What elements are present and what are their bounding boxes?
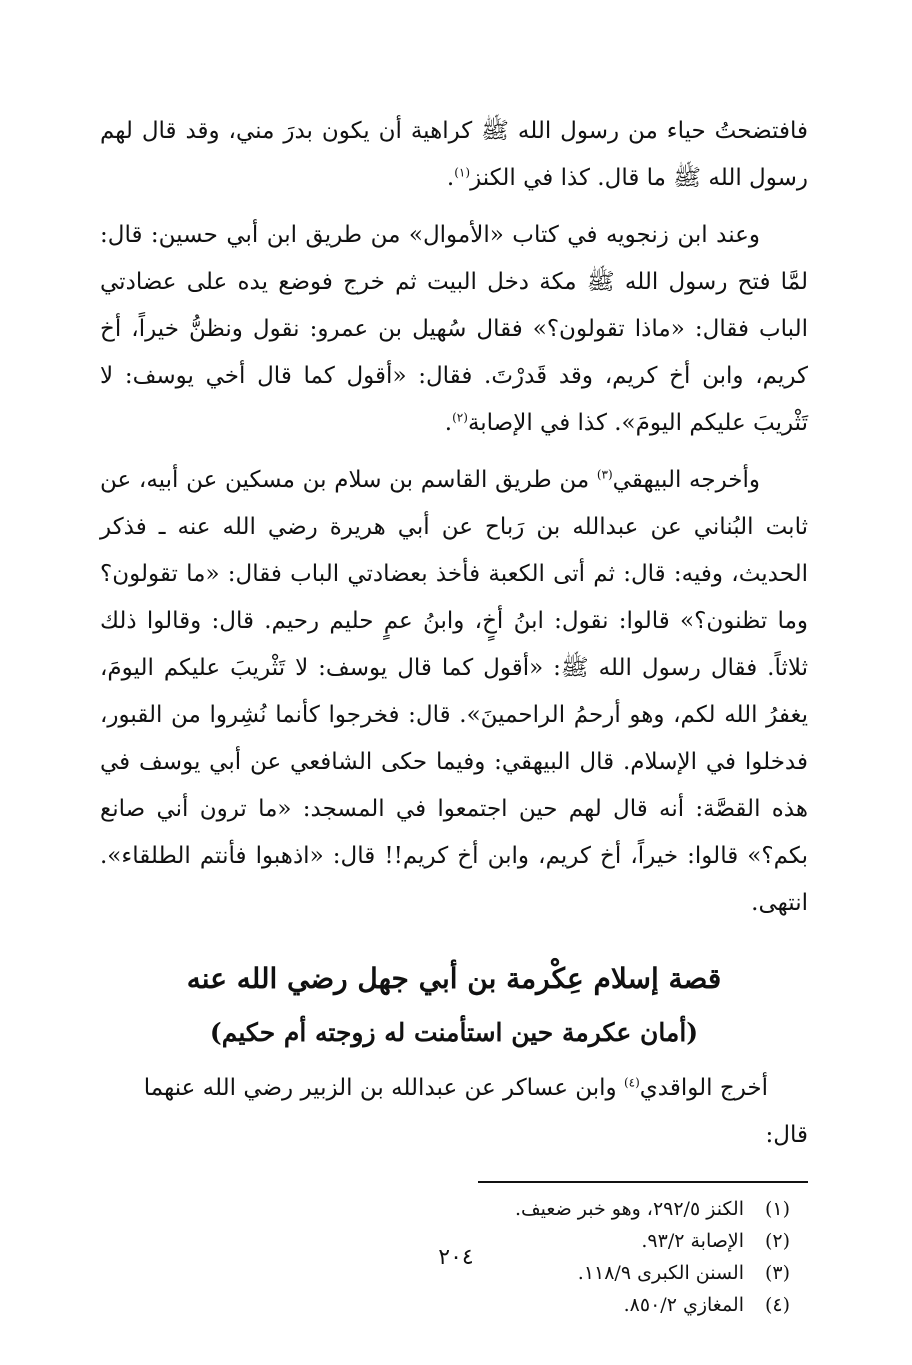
footnote-text: الإصابة ٩٣/٢.	[641, 1230, 744, 1252]
footnote-number: (٣)	[764, 1262, 790, 1284]
footnote-marker-4[interactable]: (٤)	[623, 1075, 640, 1090]
footnote-text: المغازي ٨٥٠/٢.	[623, 1294, 744, 1316]
section-opening-line	[100, 1065, 808, 1159]
paragraph-text: فافتضحتُ حياء من رسول الله ﷺ كراهية أن يكون بدرَ مني، وقد قال لهم رسول الله ﷺ ما قال. كذا في الكنز	[100, 118, 808, 191]
footnote-divider	[478, 1181, 808, 1183]
footnote-marker-1[interactable]: (١)	[454, 165, 471, 180]
paragraph-text: .	[444, 410, 453, 436]
page-content	[100, 108, 808, 1321]
paragraph-2	[100, 212, 808, 447]
paragraph-text: من طريق القاسم بن سلام بن مسكين عن أبيه، عن ثابت البُناني عن عبدالله بن رَباح عن أبي هريرة رضي الله عنه ـ فذكر الحديث، وفيه: قال: ثم أتى الكعبة فأخذ بعضادتي الباب فقال: «ما تقولون؟ وما تظنون؟» قالوا: نقول: ابنُ أخٍ، وابنُ عمٍ حليم رحيم. قال: وقالوا ذلك ثلاثاً. فقال رسول الله ﷺ: «أقول كما قال يوسف: لا تَثْريبَ عليكم اليومَ، يغفرُ الله لكم، وهو أرحمُ الراحمينَ». قال: فخرجوا كأنما نُشِروا من القبور، فدخلوا في الإسلام. قال البيهقي: وفيما حكى الشافعي عن أبي يوسف في هذه القصَّة: أنه قال لهم حين اجتمعوا في المسجد: «ما ترون أني صانع بكم؟» قالوا: خيراً، أخ كريم، وابن أخ كريم!! قال: «اذهبوا فأنتم الطلقاء». انتهى.	[100, 467, 808, 916]
paragraph-text: وابن عساكر عن عبدالله بن الزبير رضي الله عنهما قال:	[143, 1075, 808, 1148]
footnote-item	[100, 1193, 808, 1225]
paragraph-text: وعند ابن زنجويه في كتاب «الأموال» من طريق ابن أبي حسين: قال: لمَّا فتح رسول الله ﷺ مكة دخل البيت ثم خرج فوضع يده على عضادتي الباب فقال: «ماذا تقولون؟» فقال سُهيل بن عمرو: نقول ونظنُّ خيراً، أخ كريم، وابن أخ كريم، وقد قَدرْتَ. فقال: «أقول كما قال أخي يوسف: لا تَثْريبَ عليكم اليومَ». كذا في الإصابة	[100, 222, 808, 436]
paragraph-text: أخرج الواقدي	[639, 1075, 768, 1101]
paragraph-1	[100, 108, 808, 202]
paragraph-text: .	[446, 165, 455, 191]
footnote-marker-3[interactable]: (٣)	[596, 467, 613, 482]
footnote-item	[100, 1289, 808, 1321]
section-subtitle: (أمان عكرمة حين استأمنت له زوجته أم حكيم)	[209, 1018, 699, 1047]
footnote-text: السنن الكبرى ١١٨/٩.	[577, 1262, 744, 1284]
paragraph-text: وأخرجه البيهقي	[612, 467, 760, 493]
section-heading	[100, 955, 808, 1057]
body-text	[100, 108, 808, 927]
footnote-marker-2[interactable]: (٢)	[452, 410, 468, 425]
section-title: قصة إسلام عِكْرمة بن أبي جهل رضي الله عنه	[186, 962, 722, 995]
footnote-text: الكنز ٢٩٢/٥، وهو خبر ضعيف.	[514, 1198, 744, 1220]
footnote-number: (٢)	[764, 1230, 790, 1252]
paragraph-3	[100, 457, 808, 927]
footnote-number: (٤)	[764, 1294, 790, 1316]
page-number: ٢٠٤	[438, 1245, 474, 1270]
footnote-number: (١)	[764, 1198, 790, 1220]
